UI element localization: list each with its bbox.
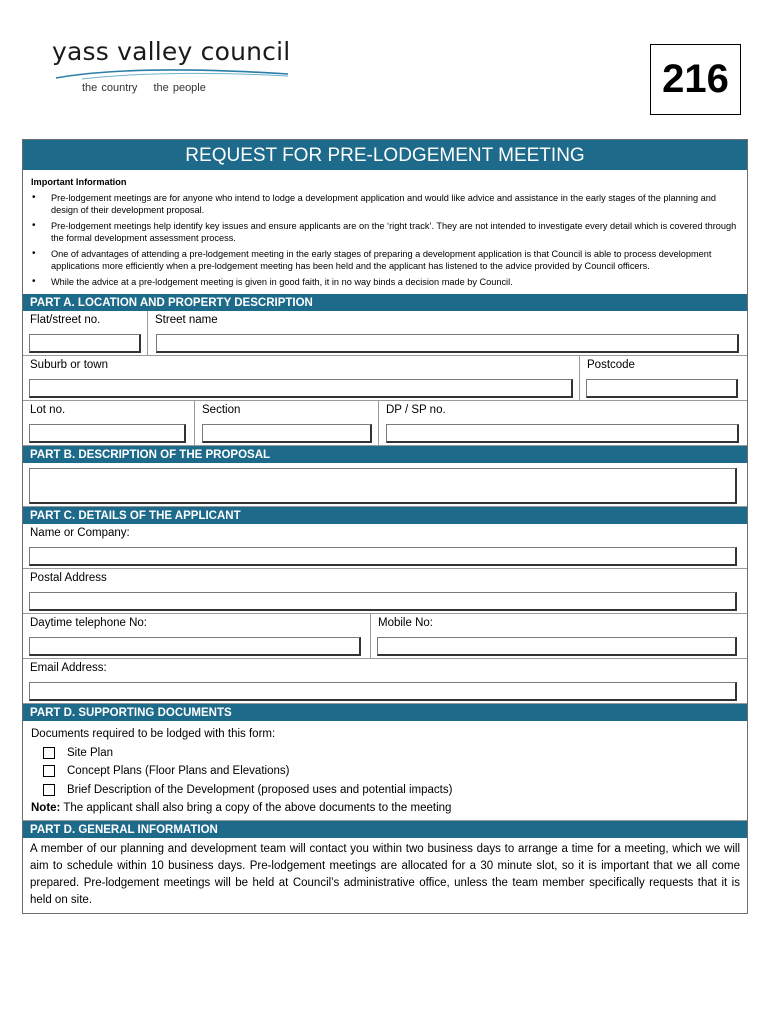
part-a-heading: PART A. LOCATION AND PROPERTY DESCRIPTION [23,294,747,311]
mobile-cell [371,614,747,658]
documents-note [31,799,739,818]
section-input[interactable] [202,424,372,443]
street-name-input[interactable] [156,334,739,353]
site-plan-label: Site Plan [67,746,114,759]
flat-cell [23,311,148,355]
general-info-heading: PART D. GENERAL INFORMATION [23,821,747,838]
general-info-text: A member of our planning and development team will contact you within two business days to arrange a time for a meeting, which we will aim to schedule within 10 business days. Pre-lodgement meetings are allocated for a 30 minute slot, so it is important that we all come prepared. Pre-lodgement meetings will be held at Council’s administrative office, unless the team member specifically requests that it is held on site. [30,842,740,906]
intro-bullet-2: • Pre-lodgement meetings help identify key issues and ensure applicants are on the ‘right track’. They are not intended to investigate every detail which is covered through the formal development assessment process. [31,220,739,244]
postal-row [23,569,747,614]
name-row [23,524,747,569]
postcode-cell [580,356,747,400]
supporting-documents [23,721,747,821]
doc-item-site-plan [31,744,739,763]
concept-plans-checkbox[interactable] [43,765,55,777]
address-row-2 [23,356,747,401]
note-text: The applicant shall also bring a copy of the above documents to the meeting [60,802,452,814]
flat-label: Flat/street no. [30,314,101,326]
dp-cell [379,401,747,445]
site-plan-checkbox[interactable] [43,747,55,759]
lot-no-input[interactable] [29,424,186,443]
note-label: Note: [31,802,61,814]
mobile-input[interactable] [377,637,737,656]
intro-heading: Important Information [31,177,127,187]
documents-intro: Documents required to be lodged with this form: [31,728,276,740]
part-b-heading: PART B. DESCRIPTION OF THE PROPOSAL [23,446,747,463]
phone-cell [23,614,371,658]
address-row-3 [23,401,747,446]
suburb-label: Suburb or town [30,359,108,371]
dp-label: DP / SP no. [386,404,446,416]
part-d-heading: PART D. SUPPORTING DOCUMENTS [23,704,747,721]
lot-cell [23,401,195,445]
intro-list [31,192,739,288]
section-label: Section [202,404,241,416]
name-label: Name or Company: [30,527,130,539]
lot-label: Lot no. [30,404,66,416]
name-cell [23,524,747,568]
form-frame [22,139,748,914]
street-label: Street name [155,314,218,326]
logo-tag-country: the country [82,82,138,94]
logo-wave-icon [52,66,292,80]
dp-sp-no-input[interactable] [386,424,739,443]
postal-cell [23,569,747,613]
logo-name: yass valley council [52,37,291,66]
logo-tagline [82,82,218,94]
postcode-input[interactable] [586,379,738,398]
proposal-area [23,463,747,507]
doc-item-brief-description [31,781,739,800]
logo-tag-people: the people [153,82,206,94]
brief-description-label: Brief Description of the Development (proposed uses and potential impacts) [67,783,453,796]
suburb-cell [23,356,580,400]
email-cell [23,659,747,703]
suburb-input[interactable] [29,379,573,398]
address-row-1 [23,311,747,356]
intro-bullet-1: • Pre-lodgement meetings are for anyone who intend to lodge a development application and would like advice and assistance in the early stages of the planning and design of their development proposal. [31,192,739,216]
doc-item-concept-plans [31,762,739,781]
phone-label: Daytime telephone No: [30,617,147,629]
important-information [23,170,747,294]
concept-plans-label: Concept Plans (Floor Plans and Elevations) [67,765,290,777]
brief-description-checkbox[interactable] [43,784,55,796]
email-label: Email Address: [30,662,107,674]
email-input[interactable] [29,682,737,701]
postcode-label: Postcode [587,359,635,371]
mobile-label: Mobile No: [378,617,433,629]
postal-address-input[interactable] [29,592,737,611]
proposal-description-input[interactable] [29,468,737,504]
part-c-heading: PART C. DETAILS OF THE APPLICANT [23,507,747,524]
daytime-phone-input[interactable] [29,637,361,656]
section-cell [195,401,379,445]
intro-bullet-4: • While the advice at a pre-lodgement meeting is given in good faith, it in no way binds a decision made by Council. [31,276,739,288]
phone-row [23,614,747,659]
form-title: REQUEST FOR PRE-LODGEMENT MEETING [23,140,747,170]
name-company-input[interactable] [29,547,737,566]
postal-label: Postal Address [30,572,107,584]
intro-bullet-3: • One of advantages of attending a pre-lodgement meeting in the early stages of preparing a development application is that Council is able to process development applications more efficiently when a pre-lodgement meeting has been held and the applicant has listened to the advice provided by Council officers. [31,248,739,272]
email-row [23,659,747,704]
council-logo [52,38,292,98]
form-number: 216 [650,44,741,115]
flat-street-no-input[interactable] [29,334,141,353]
street-cell [148,311,747,355]
